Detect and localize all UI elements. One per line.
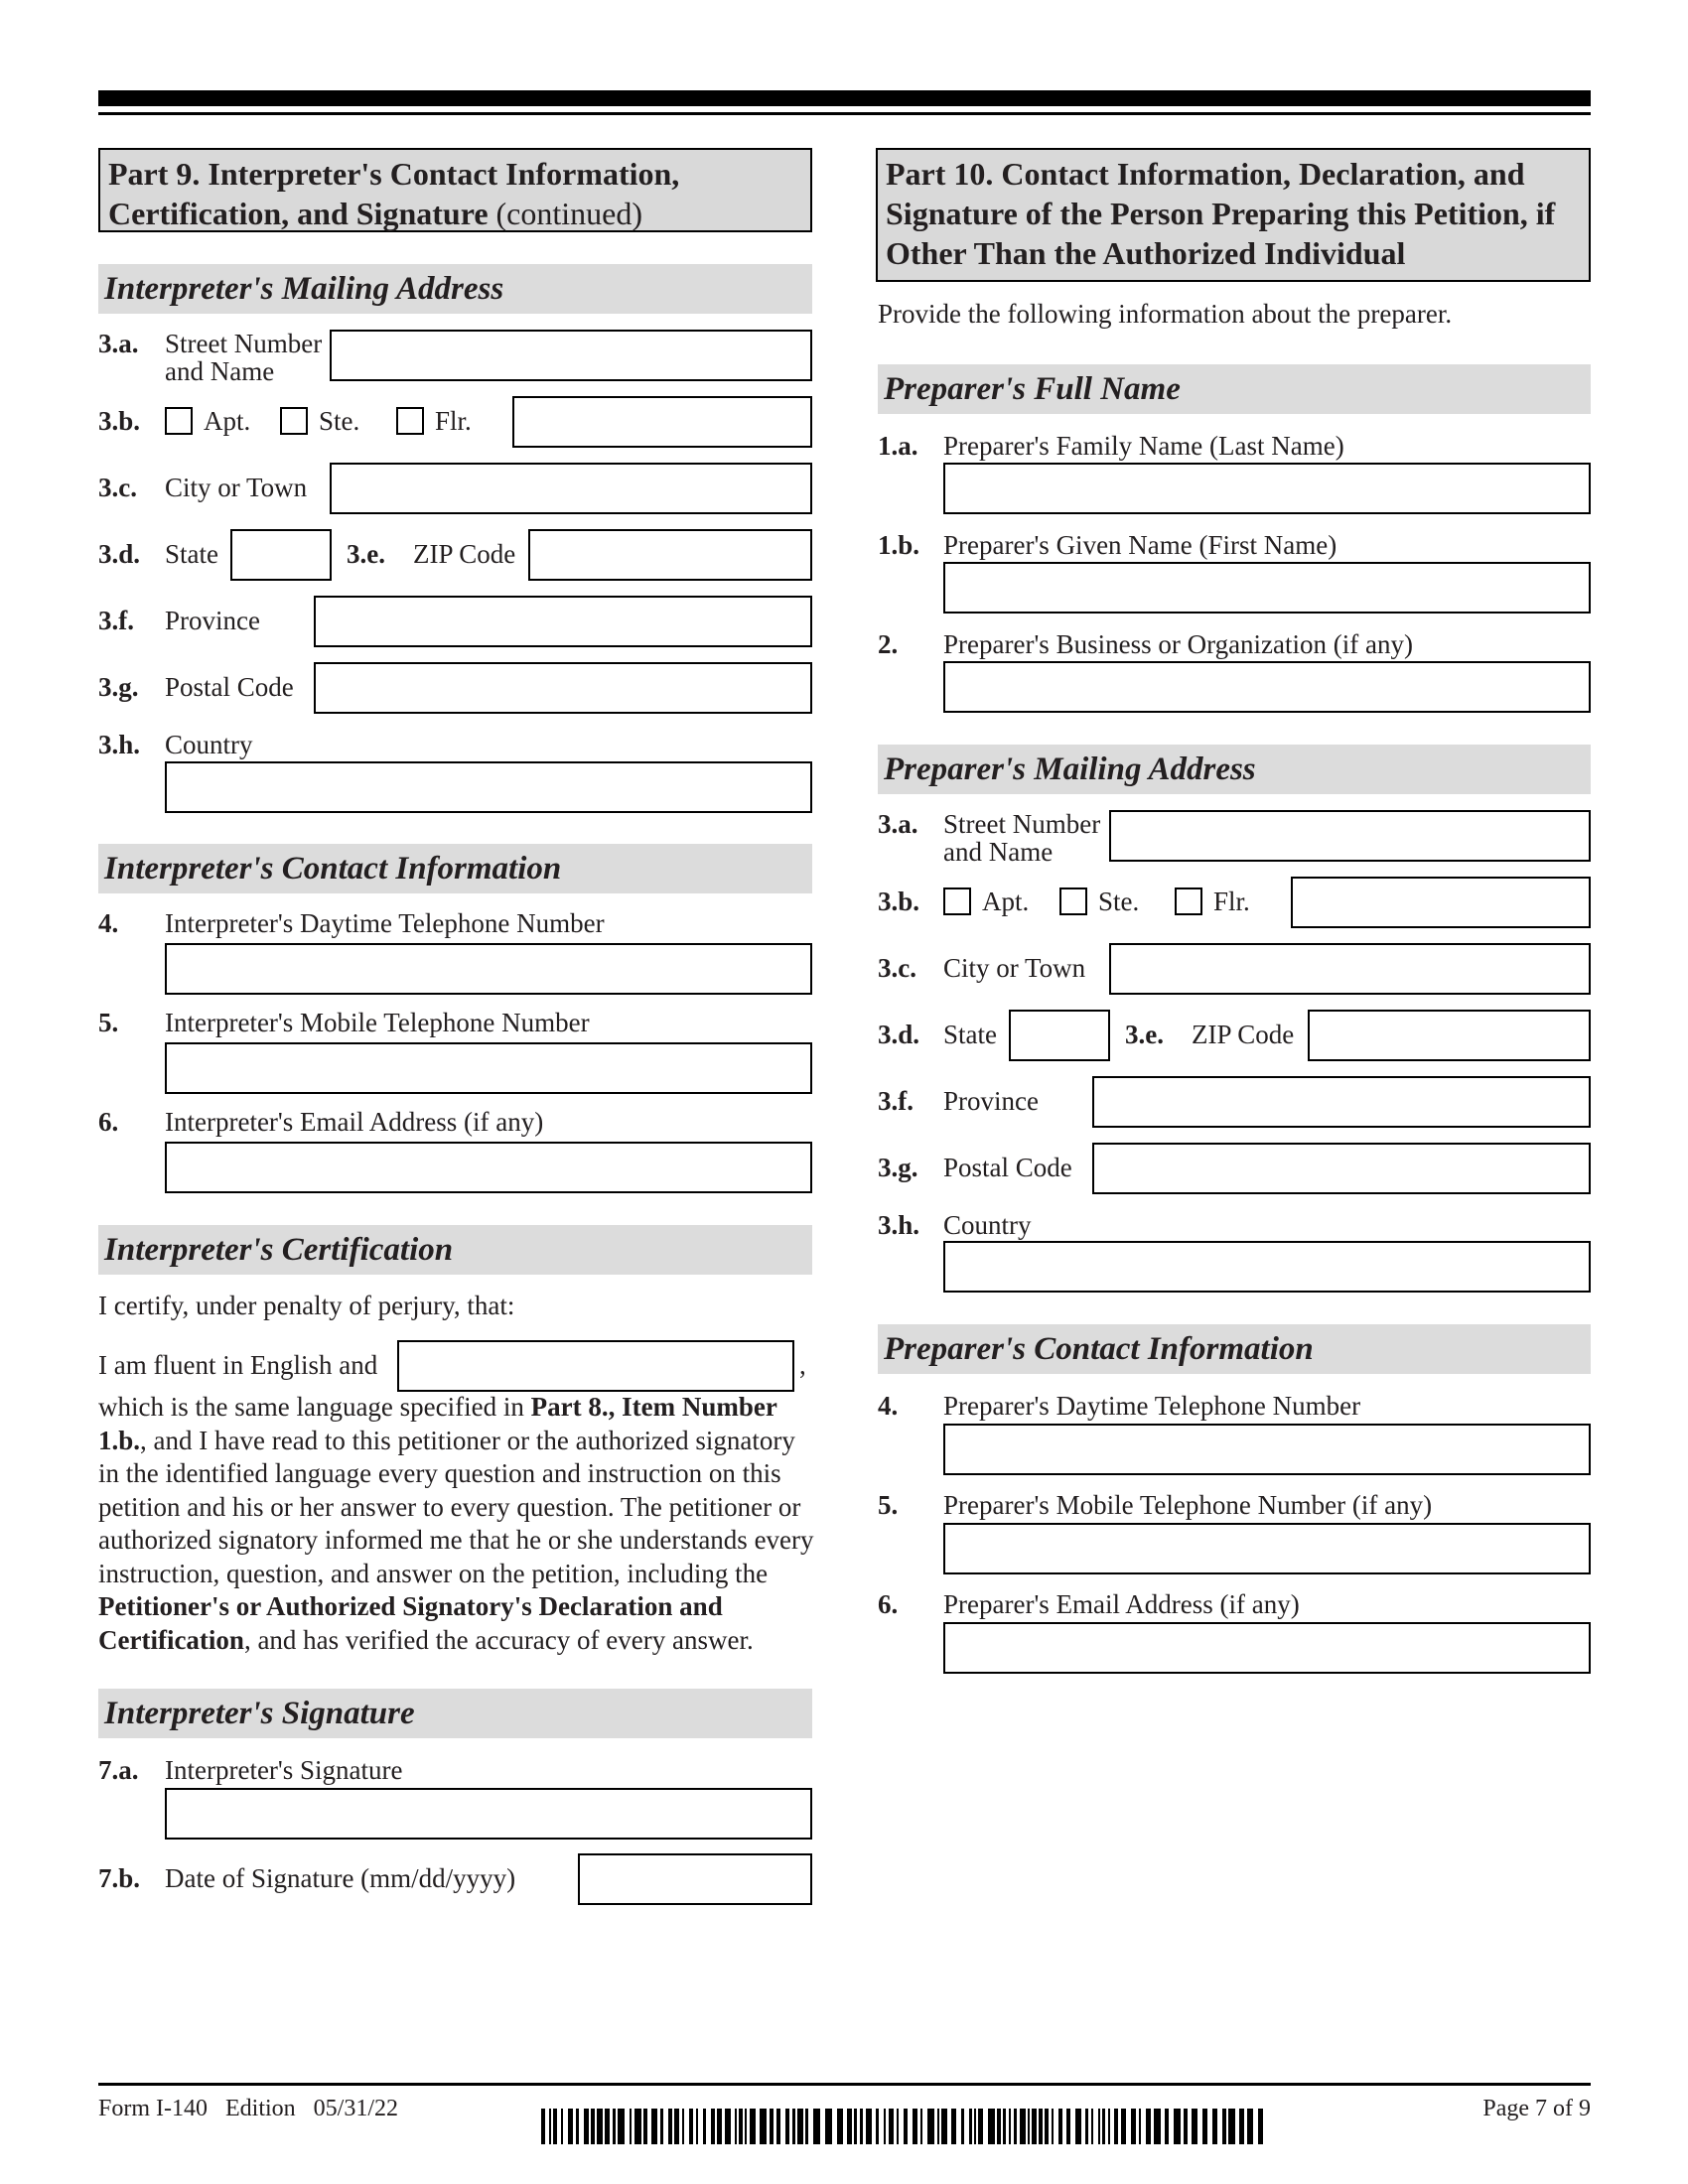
barcode-bar (776, 2109, 780, 2144)
p10-province-num: 3.f. (878, 1086, 914, 1116)
p10-country-num: 3.h. (878, 1210, 920, 1240)
barcode-bar (760, 2109, 767, 2144)
p9-country-input[interactable] (165, 761, 812, 813)
barcode-bar (750, 2109, 756, 2144)
p9-street-num: 3.a. (98, 329, 139, 358)
preparer-street-input[interactable] (1109, 810, 1591, 862)
form-edition: Form I-140 Edition 05/31/22 (98, 2096, 398, 2121)
preparer-day-phone-input[interactable] (943, 1424, 1591, 1475)
p9-mobile-num: 5. (98, 1008, 119, 1037)
barcode-bar (1091, 2109, 1093, 2144)
barcode-bar (1239, 2109, 1244, 2144)
p10-apt-checkbox[interactable] (943, 887, 971, 915)
top-rule-thin (98, 112, 1591, 115)
p9-city-label: City or Town (165, 473, 308, 502)
p10-city-label: City or Town (943, 953, 1086, 983)
p9-sig-num: 7.a. (98, 1755, 139, 1785)
barcode-bar (735, 2109, 737, 2144)
barcode-bar (745, 2109, 747, 2144)
p9-state-input[interactable] (230, 529, 332, 581)
barcode-bar (969, 2109, 972, 2144)
barcode-bar (797, 2109, 803, 2144)
p9-province-label: Province (165, 606, 260, 635)
barcode-bar (825, 2109, 832, 2144)
barcode-bar (854, 2109, 857, 2144)
barcode-bar (1139, 2109, 1141, 2144)
p9-postal-input[interactable] (314, 662, 812, 714)
p9-province-num: 3.f. (98, 606, 134, 635)
p9-flr-checkbox[interactable] (396, 407, 424, 435)
cert-bold-1: Part 8., Item Number 1.b. (98, 1392, 777, 1455)
barcode-bar (618, 2109, 625, 2144)
barcode-bar (884, 2109, 886, 2144)
barcode-bar (974, 2109, 976, 2144)
barcode-bar (1039, 2109, 1043, 2144)
barcode-bar (568, 2109, 573, 2144)
barcode-bar (696, 2109, 698, 2144)
barcode-bar (1212, 2109, 1217, 2144)
p10-state-num: 3.d. (878, 1020, 920, 1049)
barcode-bar (837, 2109, 843, 2144)
p10-city-num: 3.c. (878, 953, 916, 983)
p9-email-num: 6. (98, 1107, 119, 1137)
barcode-bar (682, 2109, 684, 2144)
cert-bold-2: Petitioner's or Authorized Signatory's Declaration and Certification (98, 1591, 723, 1655)
barcode-bar (1014, 2109, 1017, 2144)
p9-email-label: Interpreter's Email Address (if any) (165, 1107, 544, 1137)
barcode-bar (1184, 2109, 1188, 2144)
part10-intro: Provide the following information about the preparer. (878, 299, 1453, 329)
preparer-province-input[interactable] (1092, 1076, 1591, 1128)
preparer-name-heading: Preparer's Full Name (878, 364, 1591, 414)
barcode-bar (951, 2109, 956, 2144)
barcode-bar (1052, 2109, 1054, 2144)
p10-ste-checkbox[interactable] (1059, 887, 1087, 915)
barcode-bar (1020, 2109, 1026, 2144)
p10-country-label: Country (943, 1210, 1032, 1240)
p9-email-input[interactable] (165, 1142, 812, 1193)
part9-title: Part 9. Interpreter's Contact Information, Certification, and Signature (108, 156, 680, 231)
preparer-postal-input[interactable] (1092, 1143, 1591, 1194)
p10-email-num: 6. (878, 1589, 899, 1619)
p9-zip-num: 3.e. (347, 539, 385, 569)
barcode-bar (876, 2109, 879, 2144)
preparer-email-input[interactable] (943, 1622, 1591, 1674)
p10-day-num: 4. (878, 1391, 899, 1421)
barcode-bar (597, 2109, 603, 2144)
barcode-bar (997, 2109, 1001, 2144)
barcode-bar (634, 2109, 641, 2144)
barcode-bar (630, 2109, 632, 2144)
footer-rule (98, 2083, 1591, 2086)
p10-province-label: Province (943, 1086, 1039, 1116)
barcode-bar (1247, 2109, 1253, 2144)
interpreter-contact-heading: Interpreter's Contact Information (98, 844, 812, 893)
p10-mobile-num: 5. (878, 1490, 899, 1520)
interpreter-mailing-heading: Interpreter's Mailing Address (98, 264, 812, 314)
p9-unit-input[interactable] (512, 396, 812, 448)
preparer-mobile-phone-input[interactable] (943, 1523, 1591, 1574)
barcode-bar (717, 2109, 722, 2144)
p10-street-label-2: and Name (943, 837, 1054, 867)
cert-text-1: which is the same language specified in (98, 1392, 531, 1422)
barcode-bar (1045, 2109, 1049, 2144)
p10-flr-label: Flr. (1213, 887, 1250, 916)
barcode-bar (674, 2109, 679, 2144)
barcode-bar (1058, 2109, 1062, 2144)
p10-email-label: Preparer's Email Address (if any) (943, 1589, 1300, 1619)
barcode-bar (689, 2109, 693, 2144)
p10-family-num: 1.a. (878, 431, 918, 461)
barcode-bar (1114, 2109, 1118, 2144)
barcode-bar (792, 2109, 795, 2144)
p9-apt-checkbox[interactable] (165, 407, 193, 435)
certification-intro: I certify, under penalty of perjury, that: (98, 1291, 515, 1320)
preparer-business-input[interactable] (943, 661, 1591, 713)
preparer-mailing-heading: Preparer's Mailing Address (878, 745, 1591, 794)
p9-sig-label: Interpreter's Signature (165, 1755, 403, 1785)
barcode-bar (711, 2109, 715, 2144)
p9-postal-label: Postal Code (165, 672, 294, 702)
p10-postal-label: Postal Code (943, 1153, 1072, 1182)
barcode-bar (988, 2109, 995, 2144)
language-input[interactable] (397, 1340, 794, 1392)
preparer-city-input[interactable] (1109, 943, 1591, 995)
barcode-bar (785, 2109, 789, 2144)
p9-state-num: 3.d. (98, 539, 141, 569)
barcode-bar (553, 2109, 557, 2144)
barcode-bar (541, 2109, 545, 2144)
top-rule-thick (98, 90, 1591, 106)
p10-business-label: Preparer's Business or Organization (if any) (943, 629, 1413, 659)
barcode-bar (1085, 2109, 1088, 2144)
language-comma: , (799, 1350, 806, 1380)
preparer-country-input[interactable] (943, 1241, 1591, 1293)
preparer-unit-input[interactable] (1291, 877, 1591, 928)
barcode-bar (1154, 2109, 1161, 2144)
p10-ste-label: Ste. (1098, 887, 1140, 916)
barcode-bar (1192, 2109, 1197, 2144)
p9-province-input[interactable] (314, 596, 812, 647)
p9-mobile-phone-input[interactable] (165, 1042, 812, 1094)
barcode-bar (805, 2109, 808, 2144)
barcode-bar (1032, 2109, 1037, 2144)
barcode-bar (703, 2109, 706, 2144)
barcode-bar (1075, 2109, 1081, 2144)
barcode-bar (668, 2109, 672, 2144)
p9-state-label: State (165, 539, 218, 569)
p9-day-label: Interpreter's Daytime Telephone Number (165, 908, 605, 938)
p10-given-num: 1.b. (878, 530, 920, 560)
p10-street-num: 3.a. (878, 809, 918, 839)
p9-flr-label: Flr. (435, 406, 472, 436)
p9-date-num: 7.b. (98, 1863, 141, 1893)
barcode-bar (897, 2109, 899, 2144)
interpreter-signature-heading: Interpreter's Signature (98, 1689, 812, 1738)
certification-paragraph (98, 1391, 815, 1657)
barcode-bar (1121, 2109, 1126, 2144)
barcode-bar (889, 2109, 894, 2144)
preparer-contact-heading: Preparer's Contact Information (878, 1324, 1591, 1374)
p9-day-num: 4. (98, 908, 119, 938)
p10-zip-label: ZIP Code (1192, 1020, 1295, 1049)
barcode-bar (1258, 2109, 1263, 2144)
barcode-bar (1003, 2109, 1006, 2144)
barcode-bar (584, 2109, 589, 2144)
p9-street-label-2: and Name (165, 356, 275, 386)
cert-text-3: , and has verified the accuracy of every answer. (243, 1624, 754, 1655)
barcode-bar (591, 2109, 595, 2144)
barcode-bar (904, 2109, 908, 2144)
barcode-bar (1009, 2109, 1011, 2144)
p9-postal-num: 3.g. (98, 672, 139, 702)
preparer-given-name-input[interactable] (943, 562, 1591, 614)
p9-apt-num: 3.b. (98, 406, 141, 436)
p10-postal-num: 3.g. (878, 1153, 918, 1182)
p10-state-label: State (943, 1020, 997, 1049)
barcode-bar (1066, 2109, 1070, 2144)
barcode-bar (605, 2109, 610, 2144)
preparer-zip-input[interactable] (1308, 1010, 1591, 1061)
p10-mobile-label: Preparer's Mobile Telephone Number (if any) (943, 1490, 1433, 1520)
cert-text-2: , and I have read to this petitioner or the authorized signatory in the identified language every question and instruction on this petition and his or her answer to every question. The petitioner or authorized signatory informed me that he or she understands every instruction, question, and answer on the petition, including the (98, 1425, 814, 1588)
barcode-bar (660, 2109, 663, 2144)
p9-country-label: Country (165, 730, 253, 759)
barcode-bar (1098, 2109, 1100, 2144)
p9-zip-input[interactable] (528, 529, 812, 581)
p9-ste-label: Ste. (319, 406, 360, 436)
page-number: Page 7 of 9 (1482, 2096, 1591, 2121)
barcode-bar (739, 2109, 743, 2144)
barcode-bar (1165, 2109, 1169, 2144)
part10-header: Part 10. Contact Information, Declaration, and Signature of the Person Preparing this Petition, if Other Than the Authorized Individual (876, 148, 1591, 282)
barcode-bar (613, 2109, 616, 2144)
p9-mobile-label: Interpreter's Mobile Telephone Number (165, 1008, 590, 1037)
barcode-bar (961, 2109, 964, 2144)
p10-apt-num: 3.b. (878, 887, 920, 916)
p10-day-label: Preparer's Daytime Telephone Number (943, 1391, 1361, 1421)
p9-apt-label: Apt. (204, 406, 251, 436)
p10-flr-checkbox[interactable] (1175, 887, 1202, 915)
p9-day-phone-input[interactable] (165, 943, 812, 995)
barcode-bar (549, 2109, 551, 2144)
p10-family-label: Preparer's Family Name (Last Name) (943, 431, 1344, 461)
barcode-bar (913, 2109, 917, 2144)
barcode-bar (1131, 2109, 1136, 2144)
barcode-bar (927, 2109, 934, 2144)
p10-business-num: 2. (878, 629, 899, 659)
barcode-bar (725, 2109, 731, 2144)
barcode-bar (1108, 2109, 1110, 2144)
part9-header (98, 148, 812, 232)
barcode-bar (937, 2109, 939, 2144)
p10-apt-label: Apt. (982, 887, 1030, 916)
p9-city-input[interactable] (330, 463, 812, 514)
part9-continued: (continued) (495, 196, 643, 231)
barcode-bar (866, 2109, 872, 2144)
barcode-bar (1228, 2109, 1235, 2144)
interpreter-certification-heading: Interpreter's Certification (98, 1225, 812, 1275)
fluent-label: I am fluent in English and (98, 1350, 378, 1380)
p9-street-input[interactable] (330, 330, 812, 381)
p9-zip-label: ZIP Code (413, 539, 516, 569)
barcode-bar (860, 2109, 863, 2144)
preparer-state-input[interactable] (1009, 1010, 1110, 1061)
barcode-bar (1202, 2109, 1207, 2144)
barcode-bar (561, 2109, 563, 2144)
barcode-bar (643, 2109, 647, 2144)
barcode-bar (941, 2109, 947, 2144)
p10-zip-num: 3.e. (1125, 1020, 1164, 1049)
signature-date-input[interactable] (578, 1853, 812, 1905)
p9-country-num: 3.h. (98, 730, 141, 759)
barcode-bar (1174, 2109, 1181, 2144)
barcode-bar (920, 2109, 922, 2144)
barcode-bar (770, 2109, 774, 2144)
barcode-bar (813, 2109, 820, 2144)
p10-given-label: Preparer's Given Name (First Name) (943, 530, 1337, 560)
barcode-bar (1222, 2109, 1226, 2144)
p9-date-label: Date of Signature (mm/dd/yyyy) (165, 1863, 516, 1893)
barcode-bar (1146, 2109, 1151, 2144)
p9-street-label-1: Street Number (165, 329, 323, 358)
barcode-bar (651, 2109, 657, 2144)
p10-street-label-1: Street Number (943, 809, 1101, 839)
barcode-bar (1102, 2109, 1105, 2144)
barcode-bar (978, 2109, 983, 2144)
barcode-bar (1028, 2109, 1030, 2144)
preparer-family-name-input[interactable] (943, 463, 1591, 514)
barcode-bar (847, 2109, 852, 2144)
barcode-bar (576, 2109, 579, 2144)
barcode (541, 2109, 1266, 2144)
p9-ste-checkbox[interactable] (280, 407, 308, 435)
interpreter-signature-input[interactable] (165, 1788, 812, 1840)
p9-city-num: 3.c. (98, 473, 137, 502)
